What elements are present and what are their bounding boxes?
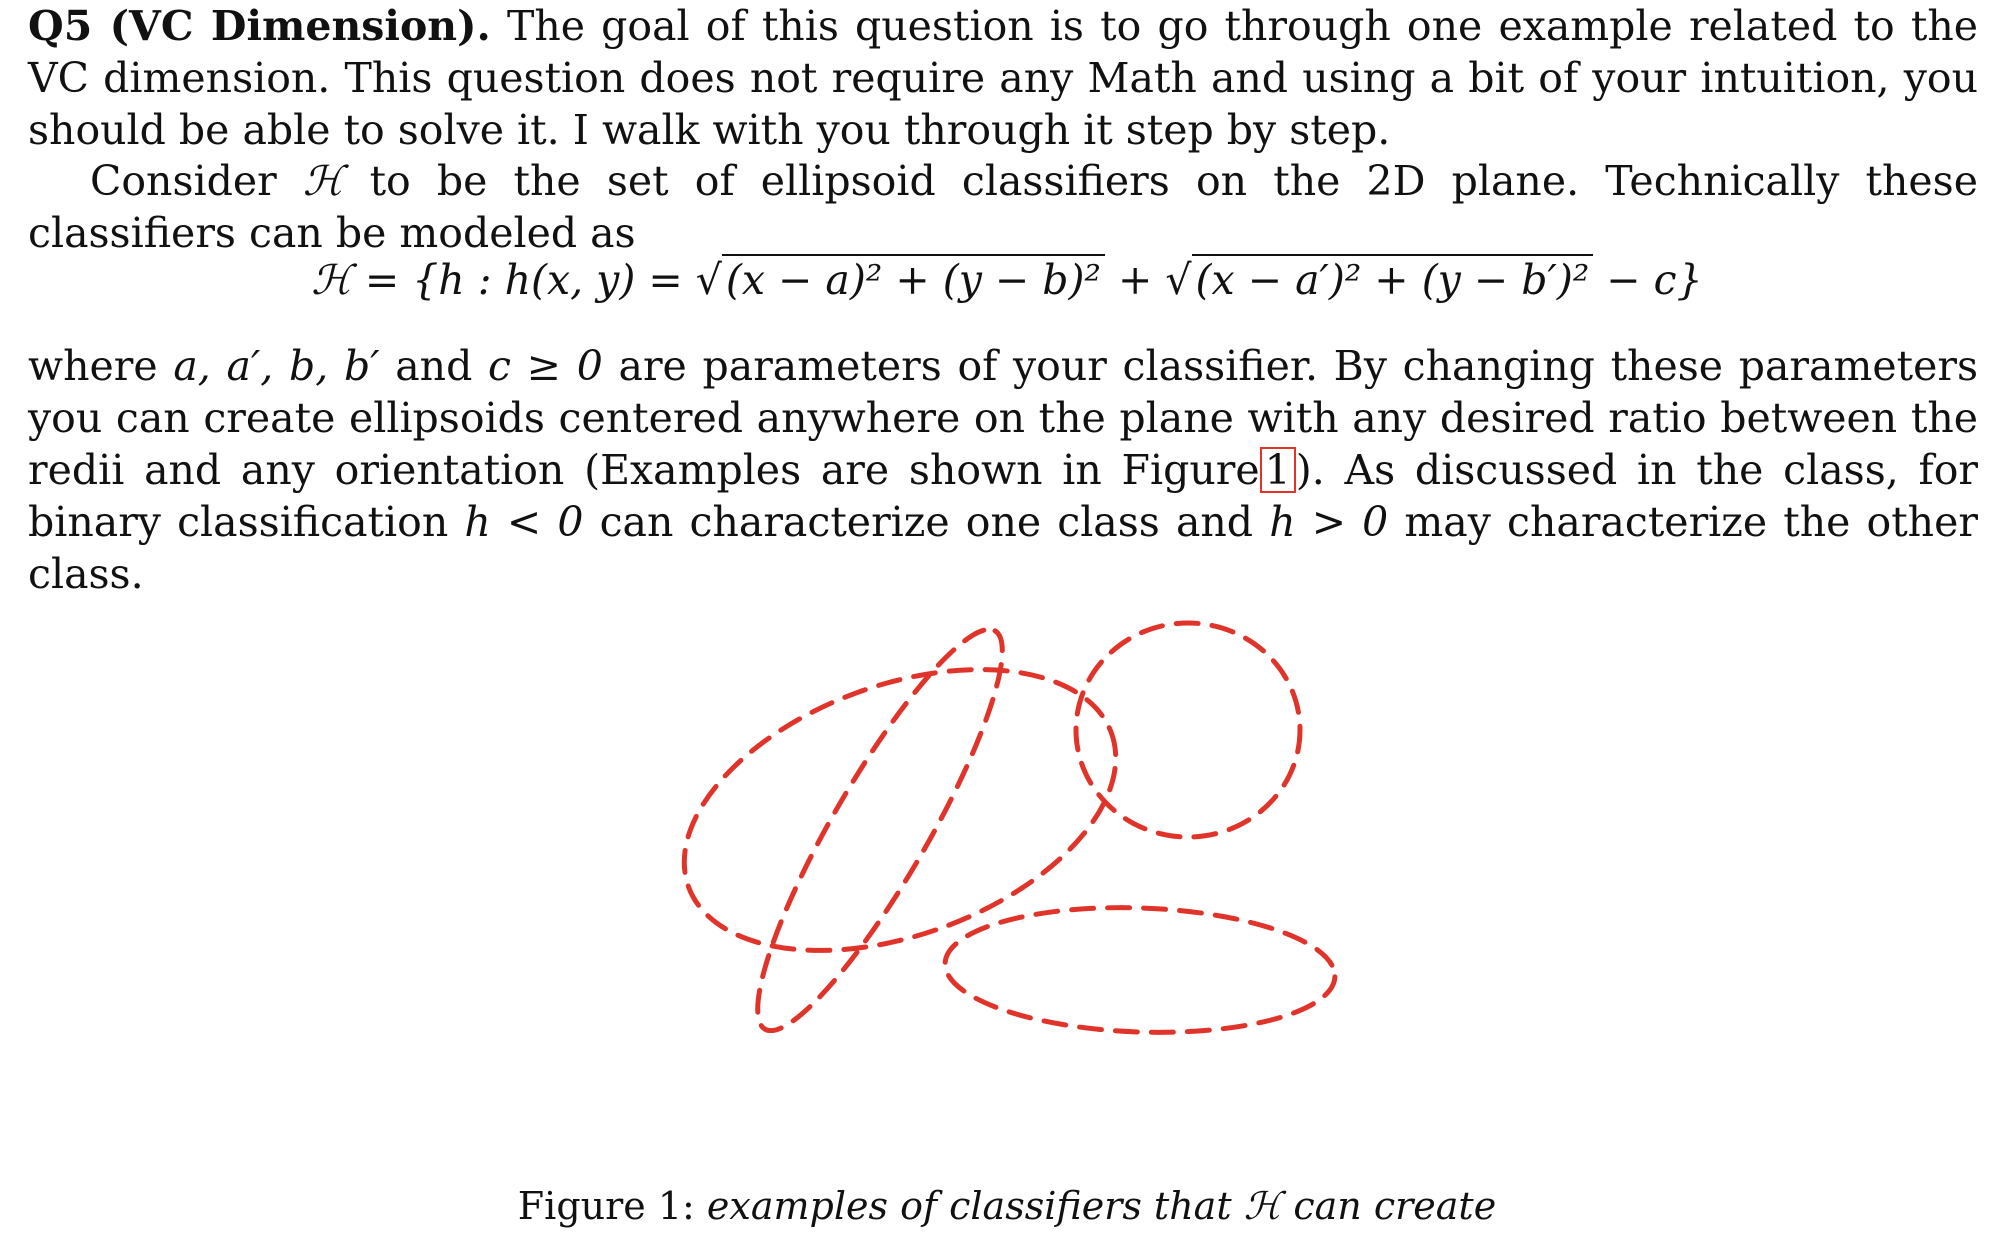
sqrt-body-2: (x − a′)² + (y − b′)²	[1192, 254, 1594, 304]
question-intro	[28, 0, 1978, 156]
where-part5: can characterize one class and	[599, 498, 1254, 546]
ellipse-bottom	[943, 901, 1337, 1039]
caption-symbol: ℋ	[1243, 1184, 1282, 1228]
question-intro-text: The goal of this question is to go through one example related to the VC dimension. This question does not require any Math and using a bit of your intuition, you should be able to solve it. I walk with you through it step by step.	[28, 2, 1978, 154]
where-params: a, a′, b, b′	[173, 342, 380, 390]
figure-caption	[0, 1182, 2014, 1230]
where-pos: h > 0	[1269, 498, 1389, 546]
where-part2: and	[395, 342, 473, 390]
consider-paragraph	[28, 155, 1978, 259]
question-heading: Q5 (VC Dimension).	[28, 2, 491, 50]
consider-after: to be the set of ellipsoid classifiers on the 2D plane. Technically these classifiers can be modeled as	[28, 157, 1978, 257]
equation-lhs: ℋ = {h : h(x, y) =	[311, 256, 696, 304]
caption-text-before: examples of classifiers that	[706, 1184, 1232, 1228]
caption-label: Figure 1:	[517, 1184, 695, 1228]
ellipse-figure	[0, 560, 2014, 1180]
hypothesis-equation	[0, 250, 2014, 310]
where-part1: where	[28, 342, 158, 390]
sqrt-body-1: (x − a)² + (y − b)²	[722, 254, 1105, 304]
hypothesis-symbol: ℋ	[302, 157, 344, 205]
where-neg: h < 0	[464, 498, 584, 546]
where-part3: are parameters of your classifier. By changing these parameters you can create ellipsoids centered anywhere on the plane with any desired ratio between the redii and any orientation (Examples are shown in Figure	[28, 342, 1978, 494]
where-part4: ). As discussed in the class, for binary classification	[28, 446, 1978, 546]
sqrt-term-2: √(x − a′)² + (y − b′)²	[1165, 250, 1593, 310]
caption-text-after: can create	[1293, 1184, 1497, 1228]
where-cond: c ≥ 0	[488, 342, 603, 390]
equation-rhs: − c}	[1593, 256, 1703, 304]
figure-reference-link[interactable]: 1	[1260, 447, 1296, 493]
ellipse-wide-tilted	[646, 616, 1154, 1005]
where-part6: may characterize the other class.	[28, 498, 1978, 598]
consider-before: Consider	[90, 157, 277, 205]
sqrt-term-1: √(x − a)² + (y − b)²	[696, 250, 1105, 310]
equation-plus: +	[1104, 256, 1166, 304]
ellipse-diagonal-narrow	[723, 607, 1036, 1053]
